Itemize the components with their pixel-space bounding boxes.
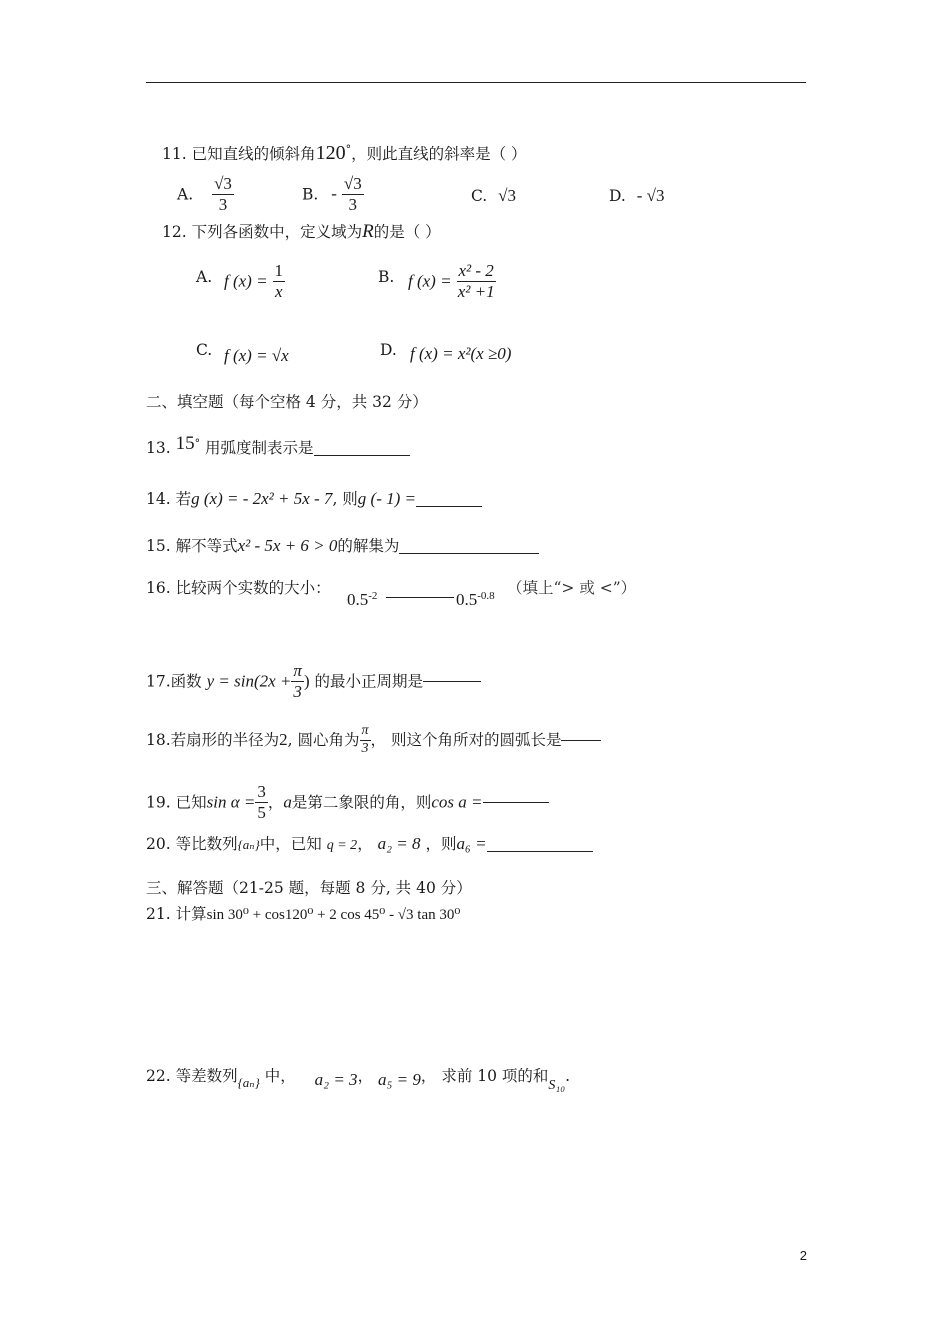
- q17-post: 的最小正周期是: [314, 672, 424, 691]
- q11-option-d-label: D.: [609, 187, 626, 205]
- q19-denominator: 5: [257, 802, 266, 822]
- q14-mid: , 则: [332, 490, 358, 508]
- q11-option-b-sign: -: [331, 184, 337, 204]
- q12-number: 12.: [162, 223, 187, 241]
- q17-number: 17.: [146, 672, 171, 691]
- q22-period: .: [565, 1067, 571, 1085]
- question-11: [162, 140, 527, 164]
- q12-stem-post: 的是（ ）: [373, 223, 441, 241]
- q16-text: 比较两个实数的大小：: [175, 579, 331, 597]
- q20-answer-blank[interactable]: [487, 850, 593, 852]
- q15-pre: 解不等式: [175, 537, 238, 555]
- question-15: [146, 536, 539, 556]
- q21-number: 21.: [146, 905, 171, 923]
- q13-degree: °: [194, 437, 201, 450]
- q11-option-d: [609, 186, 665, 206]
- q11-option-b-denominator: 3: [348, 194, 358, 214]
- question-13: [146, 434, 410, 458]
- q12-option-b-numerator: x² - 2: [458, 261, 494, 280]
- q20-a6: a₆ =: [456, 834, 487, 853]
- q22-post: ， 求前 10 项的和: [420, 1067, 549, 1085]
- q18-pre: 若扇形的半径为: [170, 731, 280, 750]
- q19-expression-2: cos a =: [431, 792, 483, 812]
- q18-mid: , 圆心角为: [287, 731, 360, 750]
- q12-option-b-fraction: [457, 262, 496, 301]
- q11-option-a-numerator: √3: [214, 174, 232, 193]
- q12-option-d-label: D.: [380, 341, 397, 359]
- q19-numerator: 3: [257, 782, 266, 801]
- q19-pre: 已知: [175, 793, 207, 812]
- q20-pre: 等比数列: [175, 835, 238, 853]
- q11-stem-post: ，则此直线的斜率是（ ）: [351, 145, 527, 163]
- q17-fraction: [291, 662, 304, 701]
- question-16: [146, 578, 331, 598]
- q20-a2: a₂ = 8: [377, 834, 421, 853]
- q12-option-a: [224, 262, 285, 301]
- q18-number: 18.: [146, 731, 171, 750]
- q11-option-c-label: C.: [471, 187, 488, 205]
- q12-option-a-denominator: x: [274, 281, 283, 301]
- q13-value: 15: [175, 433, 195, 454]
- q12-stem: 下列各函数中，定义域为: [191, 223, 363, 241]
- q16-right-base: 0.5: [456, 590, 478, 609]
- q22-mid: 中，: [264, 1067, 296, 1085]
- q17-expression: y = sin(2x +: [206, 671, 292, 691]
- q16-left-exponent: -2: [368, 590, 378, 602]
- q11-option-a-fraction: [212, 175, 234, 214]
- q11-option-b-numerator: √3: [343, 174, 362, 193]
- question-14: [146, 489, 482, 509]
- q17-expression-close: ): [303, 671, 310, 691]
- q14-number: 14.: [146, 490, 171, 508]
- q13-number: 13.: [146, 439, 171, 457]
- q15-answer-blank[interactable]: [399, 552, 539, 554]
- q15-number: 15.: [146, 537, 171, 555]
- q16-left-base: 0.5: [347, 590, 369, 609]
- section-3-heading: 三、解答题（21-25 题，每题 8 分, 共 40 分）: [146, 879, 472, 897]
- q12-option-b-label: B.: [378, 268, 395, 286]
- q22-sequence: {aₙ}: [237, 1075, 260, 1090]
- q17-pre: 函数: [170, 672, 202, 691]
- q14-pre: 若: [175, 490, 192, 508]
- q22-pre: 等差数列: [175, 1067, 238, 1085]
- q16-left-value: [347, 590, 377, 610]
- q22-number: 22.: [146, 1067, 171, 1085]
- q18-radius: 2: [279, 730, 288, 750]
- q11-option-b-fraction: [342, 175, 364, 214]
- q11-option-d-value: - √3: [636, 186, 665, 205]
- question-18: [146, 724, 601, 756]
- q12-option-a-numerator: 1: [274, 261, 283, 280]
- q17-answer-blank[interactable]: [423, 680, 481, 682]
- q19-expression: sin α =: [206, 792, 256, 812]
- q12-option-c-label: C.: [196, 341, 213, 359]
- question-19: [146, 783, 549, 822]
- q19-number: 19.: [146, 793, 171, 812]
- q16-hint: （填上“> 或 <”）: [507, 579, 637, 597]
- q11-option-a-denominator: 3: [218, 194, 228, 214]
- section-2-heading: 二、填空题（每个空格 4 分，共 32 分）: [146, 393, 428, 411]
- q15-post: 的解集为: [337, 537, 400, 555]
- q12-option-a-label: A.: [196, 268, 213, 286]
- q16-number: 16.: [146, 579, 171, 597]
- q13-answer-blank[interactable]: [314, 454, 410, 456]
- q18-denominator: 3: [361, 740, 369, 756]
- q12-option-d-expr: f (x) = x²(x ≥0): [410, 344, 512, 363]
- q11-option-a: [177, 175, 234, 214]
- q20-sequence: {aₙ}: [237, 837, 260, 852]
- header-rule: [146, 82, 806, 83]
- q12-option-b-denominator: x² +1: [457, 281, 495, 301]
- q12-option-b: [408, 262, 496, 301]
- q11-option-b-label: B.: [302, 185, 319, 204]
- page-number: 2: [799, 1248, 807, 1263]
- q20-number: 20.: [146, 835, 171, 853]
- q11-option-b: [302, 175, 364, 214]
- q14-expression: g (x) = - 2x² + 5x - 7: [191, 489, 333, 508]
- q17-denominator: 3: [293, 681, 302, 701]
- q22-a2: a₂ = 3: [314, 1070, 358, 1089]
- q19-mid-2: 是第二象限的角，则: [291, 793, 432, 812]
- q11-number: 11.: [162, 145, 187, 163]
- q11-option-c-value: √3: [498, 186, 517, 205]
- q17-numerator: π: [293, 661, 302, 680]
- q20-post: ，则: [425, 835, 457, 853]
- q19-mid: ，: [267, 793, 284, 812]
- q20-ratio: q = 2: [326, 838, 358, 853]
- q22-sum-symbol: S₁₀: [548, 1078, 566, 1093]
- q12-option-c-expr: f (x) = √x: [224, 346, 289, 365]
- q19-alpha: a: [283, 792, 292, 812]
- q18-answer-blank[interactable]: [561, 739, 601, 741]
- q19-fraction: [255, 783, 268, 822]
- q14-expression-2: g (- 1) =: [357, 489, 417, 508]
- q12-domain-symbol: R: [362, 221, 374, 242]
- q15-expression: x² - 5x + 6 > 0: [237, 536, 338, 555]
- q11-option-a-label: A.: [177, 185, 194, 204]
- q12-option-a-lhs: f (x) =: [224, 271, 268, 291]
- q14-answer-blank[interactable]: [416, 505, 482, 507]
- question-12: [162, 222, 441, 242]
- q12-option-b-lhs: f (x) =: [408, 271, 452, 291]
- q18-post: ， 则这个角所对的圆弧长是: [370, 731, 562, 750]
- q19-answer-blank[interactable]: [483, 801, 549, 803]
- question-17: [146, 662, 481, 701]
- q11-angle: 120: [315, 142, 346, 164]
- q18-fraction: [360, 724, 371, 756]
- q20-mid: 中，已知: [259, 835, 322, 853]
- q22-a5: a₅ = 9: [378, 1070, 421, 1089]
- question-20: 20. 等比数列{aₙ}中，已知 q = 2， a₂ = 8 ，则a₆ =: [146, 834, 593, 856]
- q16-right-exponent: -0.8: [477, 590, 495, 602]
- q16-answer-blank[interactable]: [386, 596, 454, 598]
- q11-option-c: [471, 186, 516, 206]
- q13-text: 用弧度制表示是: [205, 439, 314, 457]
- question-21: [146, 904, 460, 925]
- q11-stem: 已知直线的倾斜角: [191, 145, 316, 163]
- q21-expression: sin 30⁰ + cos120⁰ + 2 cos 45⁰ - √3 tan 30⁰: [206, 907, 461, 923]
- q11-degree: °: [345, 143, 352, 156]
- q16-right-value: [456, 590, 495, 610]
- question-22: 22. 等差数列$_{\{a_n\}}$ 中， a₂ = 3， a₅ = 9， 求前 10 项的和S₁₀.: [146, 1067, 571, 1093]
- q18-numerator: π: [360, 724, 371, 741]
- q12-option-a-fraction: [273, 262, 286, 301]
- q21-pre: 计算: [175, 905, 207, 923]
